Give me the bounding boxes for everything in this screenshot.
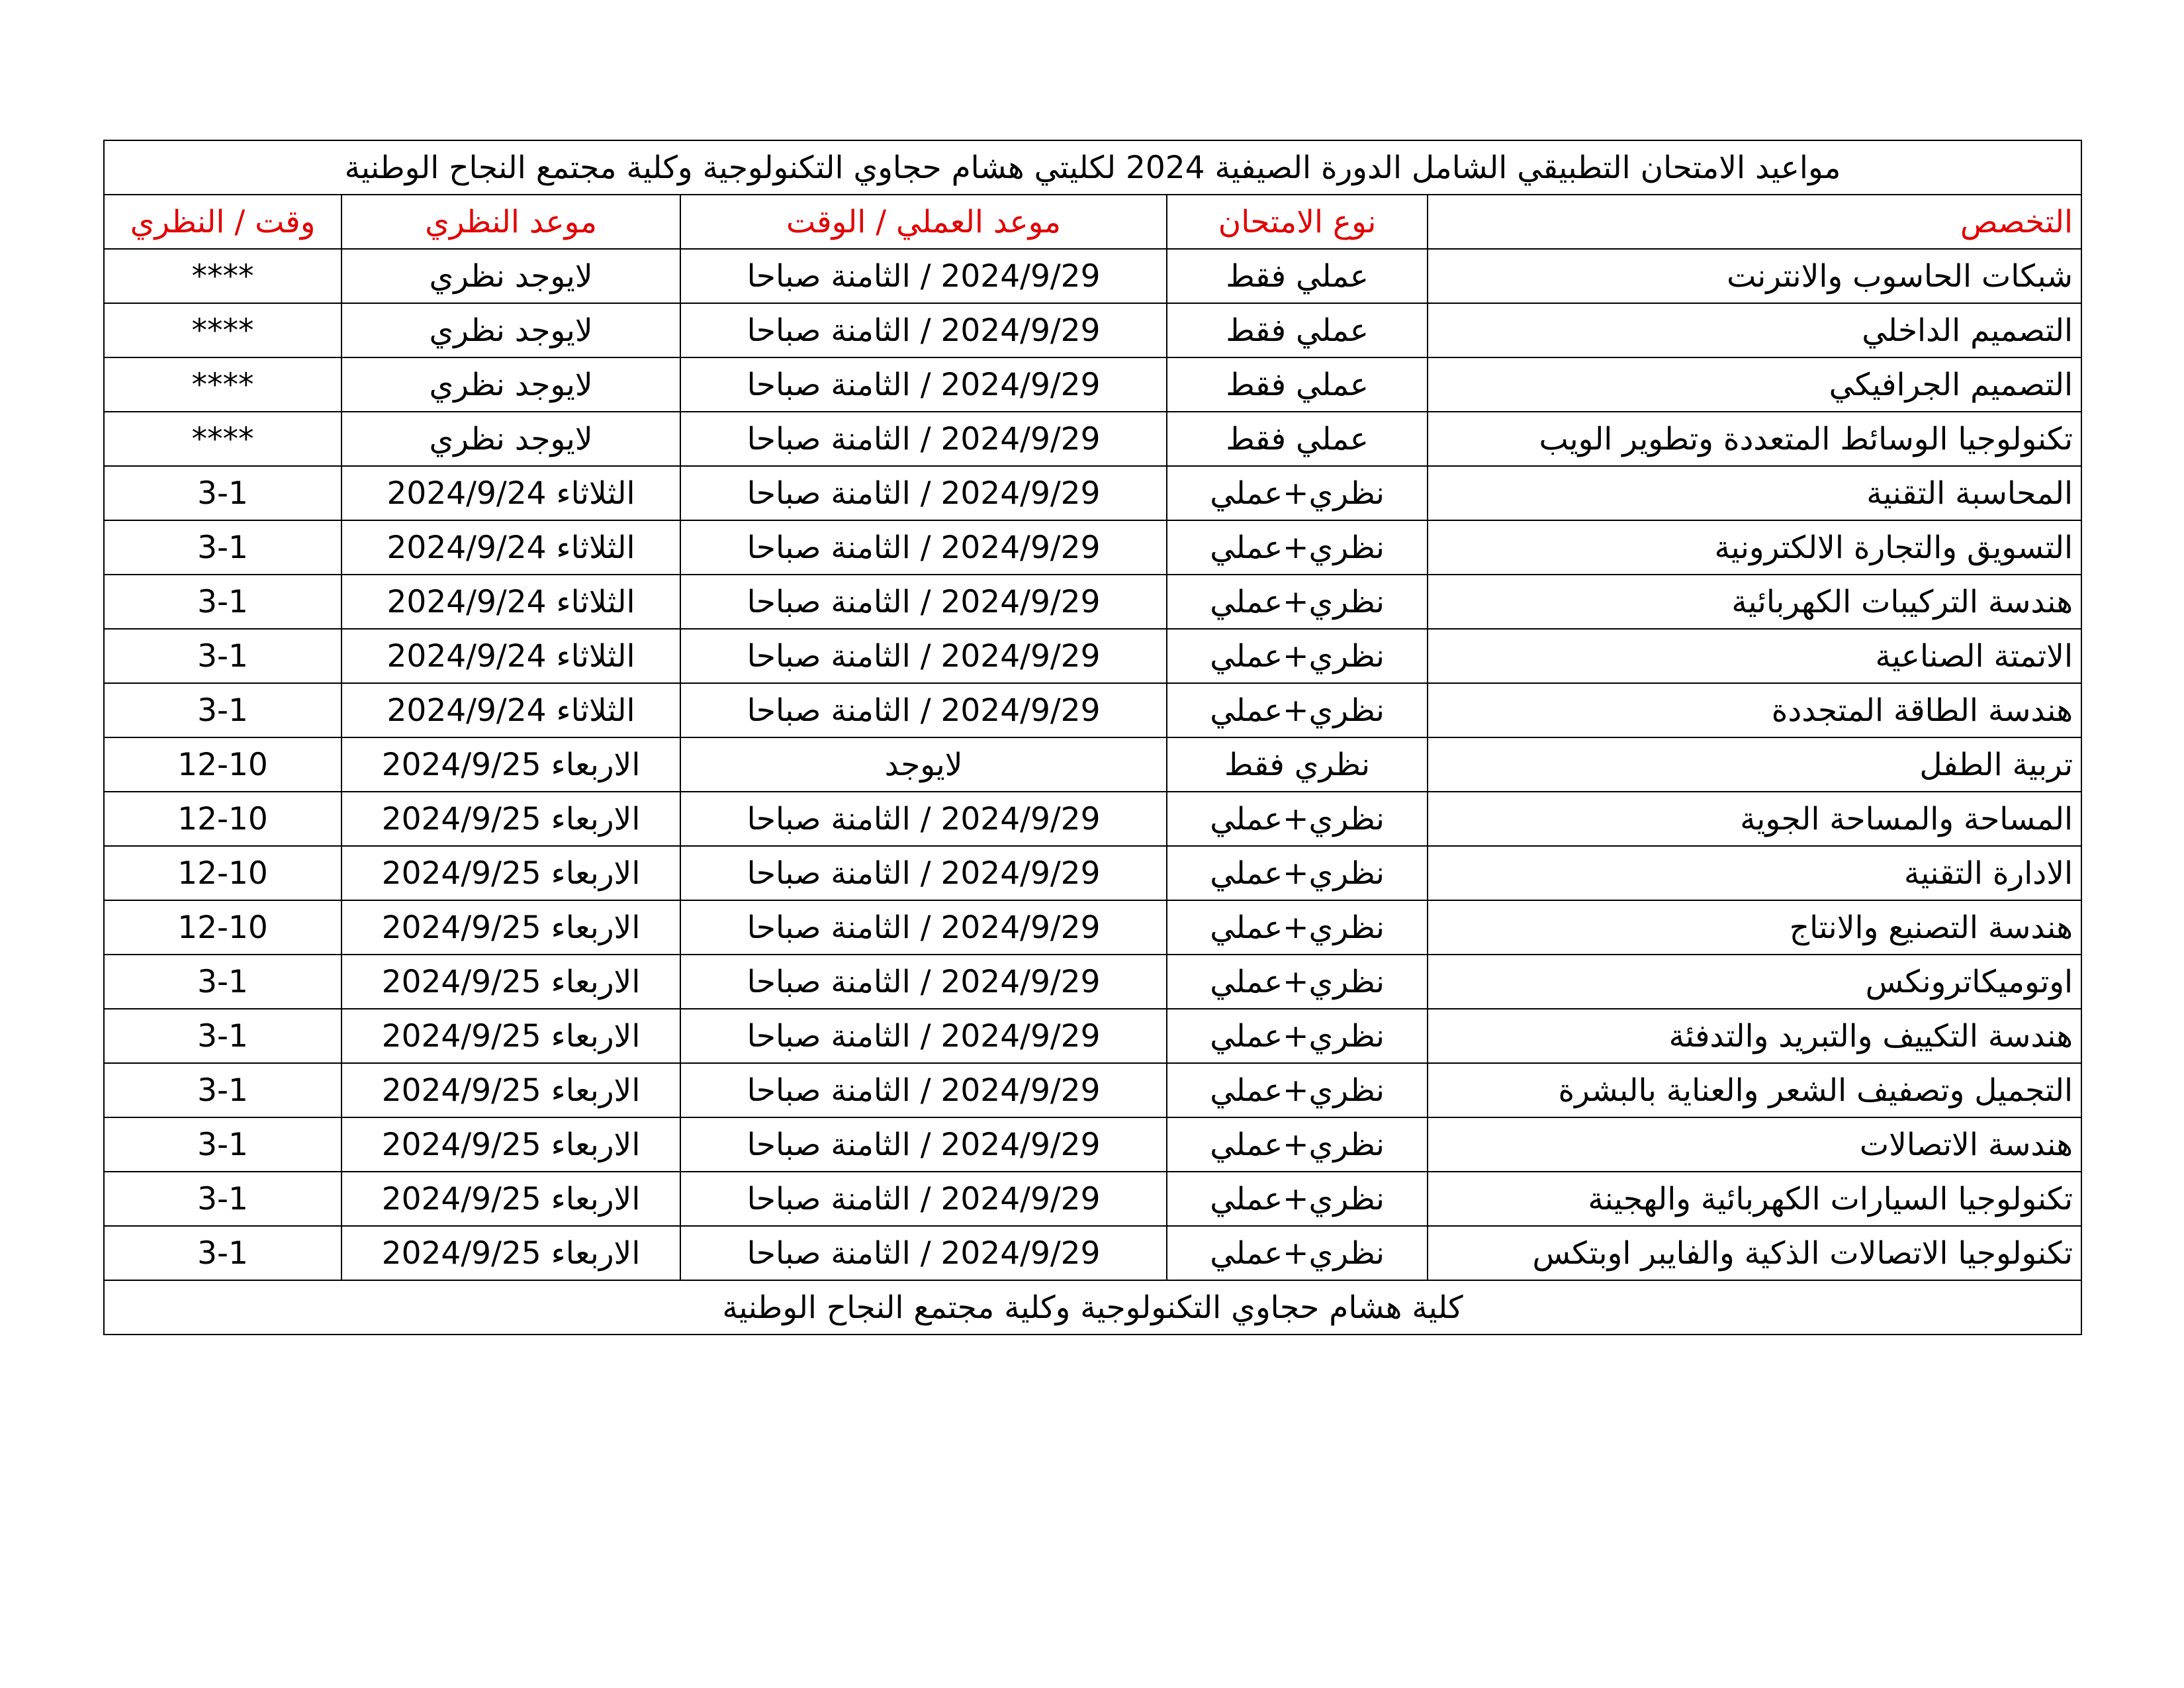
- cell-exam-type: نظري+عملي: [1167, 683, 1428, 737]
- cell-practical-date: 2024/9/29 / الثامنة صباحا: [680, 466, 1167, 520]
- table-row: [104, 1172, 2081, 1226]
- cell-exam-type: نظري+عملي: [1167, 1172, 1428, 1226]
- cell-practical-date: 2024/9/29 / الثامنة صباحا: [680, 1172, 1167, 1226]
- cell-practical-date: 2024/9/29 / الثامنة صباحا: [680, 792, 1167, 846]
- table-row: [104, 955, 2081, 1009]
- footer-row: [104, 1280, 2081, 1335]
- cell-theory-date: الثلاثاء 2024/9/24: [341, 575, 680, 629]
- table-row: [104, 357, 2081, 412]
- cell-specialization: تكنولوجيا الوسائط المتعددة وتطوير الويب: [1428, 412, 2081, 466]
- header-theory-date: موعد النظري: [341, 195, 680, 249]
- cell-theory-date: الاربعاء 2024/9/25: [341, 955, 680, 1009]
- cell-theory-time: ****: [104, 357, 341, 412]
- cell-practical-date: 2024/9/29 / الثامنة صباحا: [680, 1009, 1167, 1063]
- cell-theory-date: الثلاثاء 2024/9/24: [341, 520, 680, 575]
- cell-specialization: تكنولوجيا الاتصالات الذكية والفايبر اوبتكس: [1428, 1226, 2081, 1280]
- table-row: [104, 520, 2081, 575]
- cell-theory-time: 12-10: [104, 900, 341, 955]
- cell-theory-date: الاربعاء 2024/9/25: [341, 900, 680, 955]
- cell-practical-date: 2024/9/29 / الثامنة صباحا: [680, 1117, 1167, 1172]
- cell-exam-type: نظري+عملي: [1167, 955, 1428, 1009]
- cell-practical-date: 2024/9/29 / الثامنة صباحا: [680, 575, 1167, 629]
- cell-exam-type: نظري+عملي: [1167, 846, 1428, 900]
- cell-theory-time: 3-1: [104, 1009, 341, 1063]
- cell-practical-date: 2024/9/29 / الثامنة صباحا: [680, 900, 1167, 955]
- cell-exam-type: نظري+عملي: [1167, 629, 1428, 683]
- cell-specialization: هندسة الاتصالات: [1428, 1117, 2081, 1172]
- cell-exam-type: عملي فقط: [1167, 303, 1428, 357]
- table-row: [104, 575, 2081, 629]
- table-row: [104, 629, 2081, 683]
- table-row: [104, 846, 2081, 900]
- cell-theory-date: الاربعاء 2024/9/25: [341, 737, 680, 792]
- cell-theory-date: لايوجد نظري: [341, 303, 680, 357]
- header-specialization: التخصص: [1428, 195, 2081, 249]
- cell-theory-time: 12-10: [104, 846, 341, 900]
- cell-theory-date: الاربعاء 2024/9/25: [341, 1226, 680, 1280]
- cell-theory-date: لايوجد نظري: [341, 412, 680, 466]
- cell-theory-date: الاربعاء 2024/9/25: [341, 1009, 680, 1063]
- cell-specialization: شبكات الحاسوب والانترنت: [1428, 249, 2081, 303]
- cell-theory-time: ****: [104, 249, 341, 303]
- cell-specialization: المساحة والمساحة الجوية: [1428, 792, 2081, 846]
- cell-exam-type: نظري+عملي: [1167, 1063, 1428, 1117]
- table-row: [104, 412, 2081, 466]
- cell-theory-date: الاربعاء 2024/9/25: [341, 1117, 680, 1172]
- cell-theory-date: لايوجد نظري: [341, 357, 680, 412]
- cell-practical-date: لايوجد: [680, 737, 1167, 792]
- cell-exam-type: نظري فقط: [1167, 737, 1428, 792]
- cell-practical-date: 2024/9/29 / الثامنة صباحا: [680, 1226, 1167, 1280]
- cell-specialization: التصميم الجرافيكي: [1428, 357, 2081, 412]
- cell-specialization: التسويق والتجارة الالكترونية: [1428, 520, 2081, 575]
- cell-theory-time: 3-1: [104, 955, 341, 1009]
- header-theory-time: وقت / النظري: [104, 195, 341, 249]
- cell-theory-time: ****: [104, 412, 341, 466]
- table-row: [104, 1009, 2081, 1063]
- cell-theory-time: 3-1: [104, 1226, 341, 1280]
- cell-exam-type: نظري+عملي: [1167, 1009, 1428, 1063]
- table-row: [104, 466, 2081, 520]
- document-title: مواعيد الامتحان التطبيقي الشامل الدورة الصيفية 2024 لكليتي هشام حجاوي التكنولوجية وكلية مجتمع النجاح الوطنية: [104, 140, 2081, 195]
- cell-theory-date: الثلاثاء 2024/9/24: [341, 629, 680, 683]
- cell-specialization: تكنولوجيا السيارات الكهربائية والهجينة: [1428, 1172, 2081, 1226]
- table-row: [104, 737, 2081, 792]
- cell-theory-time: ****: [104, 303, 341, 357]
- cell-specialization: الادارة التقنية: [1428, 846, 2081, 900]
- cell-practical-date: 2024/9/29 / الثامنة صباحا: [680, 629, 1167, 683]
- cell-specialization: هندسة الطاقة المتجددة: [1428, 683, 2081, 737]
- cell-theory-date: الاربعاء 2024/9/25: [341, 846, 680, 900]
- table-row: [104, 792, 2081, 846]
- cell-exam-type: نظري+عملي: [1167, 792, 1428, 846]
- cell-theory-time: 3-1: [104, 466, 341, 520]
- cell-theory-date: الاربعاء 2024/9/25: [341, 792, 680, 846]
- cell-specialization: تربية الطفل: [1428, 737, 2081, 792]
- cell-theory-date: الاربعاء 2024/9/25: [341, 1172, 680, 1226]
- schedule-sheet: [103, 140, 2081, 1335]
- cell-exam-type: نظري+عملي: [1167, 466, 1428, 520]
- cell-practical-date: 2024/9/29 / الثامنة صباحا: [680, 683, 1167, 737]
- table-row: [104, 1226, 2081, 1280]
- table-row: [104, 1117, 2081, 1172]
- cell-exam-type: عملي فقط: [1167, 357, 1428, 412]
- cell-exam-type: نظري+عملي: [1167, 1117, 1428, 1172]
- header-practical-date: موعد العملي / الوقت: [680, 195, 1167, 249]
- cell-specialization: اوتوميكاترونكس: [1428, 955, 2081, 1009]
- cell-practical-date: 2024/9/29 / الثامنة صباحا: [680, 520, 1167, 575]
- header-row: [104, 195, 2081, 249]
- cell-theory-time: 3-1: [104, 629, 341, 683]
- header-exam-type: نوع الامتحان: [1167, 195, 1428, 249]
- cell-exam-type: عملي فقط: [1167, 249, 1428, 303]
- cell-theory-time: 3-1: [104, 1117, 341, 1172]
- cell-specialization: هندسة التصنيع والانتاج: [1428, 900, 2081, 955]
- cell-theory-time: 3-1: [104, 1063, 341, 1117]
- cell-practical-date: 2024/9/29 / الثامنة صباحا: [680, 412, 1167, 466]
- cell-theory-time: 3-1: [104, 1172, 341, 1226]
- table-row: [104, 1063, 2081, 1117]
- cell-theory-date: الثلاثاء 2024/9/24: [341, 466, 680, 520]
- cell-practical-date: 2024/9/29 / الثامنة صباحا: [680, 955, 1167, 1009]
- cell-exam-type: نظري+عملي: [1167, 1226, 1428, 1280]
- cell-theory-time: 12-10: [104, 792, 341, 846]
- table-row: [104, 683, 2081, 737]
- cell-exam-type: عملي فقط: [1167, 412, 1428, 466]
- cell-exam-type: نظري+عملي: [1167, 900, 1428, 955]
- schedule-body: [104, 140, 2081, 1335]
- cell-theory-date: الثلاثاء 2024/9/24: [341, 683, 680, 737]
- cell-exam-type: نظري+عملي: [1167, 520, 1428, 575]
- cell-theory-date: الاربعاء 2024/9/25: [341, 1063, 680, 1117]
- cell-practical-date: 2024/9/29 / الثامنة صباحا: [680, 249, 1167, 303]
- cell-specialization: هندسة التكييف والتبريد والتدفئة: [1428, 1009, 2081, 1063]
- cell-theory-time: 12-10: [104, 737, 341, 792]
- cell-practical-date: 2024/9/29 / الثامنة صباحا: [680, 303, 1167, 357]
- cell-theory-time: 3-1: [104, 683, 341, 737]
- table-row: [104, 303, 2081, 357]
- title-row: [104, 140, 2081, 195]
- table-row: [104, 249, 2081, 303]
- cell-specialization: التجميل وتصفيف الشعر والعناية بالبشرة: [1428, 1063, 2081, 1117]
- cell-theory-time: 3-1: [104, 520, 341, 575]
- cell-specialization: التصميم الداخلي: [1428, 303, 2081, 357]
- cell-practical-date: 2024/9/29 / الثامنة صباحا: [680, 1063, 1167, 1117]
- cell-specialization: الاتمتة الصناعية: [1428, 629, 2081, 683]
- cell-specialization: هندسة التركيبات الكهربائية: [1428, 575, 2081, 629]
- cell-theory-date: لايوجد نظري: [341, 249, 680, 303]
- document-footer: كلية هشام حجاوي التكنولوجية وكلية مجتمع النجاح الوطنية: [104, 1280, 2081, 1335]
- cell-practical-date: 2024/9/29 / الثامنة صباحا: [680, 846, 1167, 900]
- table-row: [104, 900, 2081, 955]
- exam-schedule-table: [103, 140, 2082, 1335]
- cell-practical-date: 2024/9/29 / الثامنة صباحا: [680, 357, 1167, 412]
- cell-theory-time: 3-1: [104, 575, 341, 629]
- cell-specialization: المحاسبة التقنية: [1428, 466, 2081, 520]
- cell-exam-type: نظري+عملي: [1167, 575, 1428, 629]
